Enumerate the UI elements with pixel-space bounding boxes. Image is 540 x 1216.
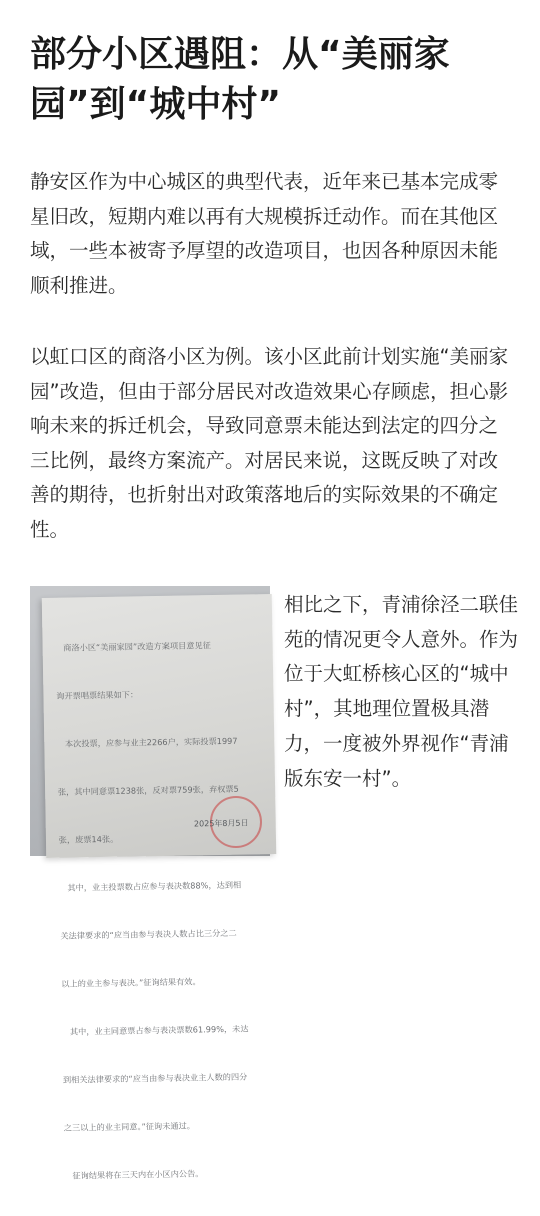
notice-text: [55, 604, 276, 1216]
notice-line: 征询结果将在三天内在小区内公告。: [64, 1168, 204, 1181]
paragraph-2: 以虹口区的商洛小区为例。该小区此前计划实施“美丽家园”改造，但由于部分居民对改造效果心存顾虑，担心影响未来的拆迁机会，导致同意票未能达到法定的四分之三比例，最终方案流产。对居民来说，这既反映了对改善的期待，也折射出对政策落地后的实际效果的不确定性。: [30, 345, 509, 541]
vote-notice-photo: [30, 586, 270, 1181]
article-title: 部分小区遇阻：从“美丽家园”到“城中村”: [30, 34, 450, 125]
notice-line: 以上的业主参与表决。”征询结果有效。: [61, 976, 201, 989]
notice-line: 其中，业主同意票占参与表决票数61.99%，未达: [62, 1023, 249, 1037]
notice-line: 到相关法律要求的“应当由参与表决业主人数的四分: [62, 1071, 248, 1085]
notice-line: 本次投票，应参与业主2266户，实际投票1997: [56, 735, 238, 749]
notice-line: 其中，业主投票数占应参与表决数88%，达到相: [59, 879, 242, 893]
paragraph-1: 静安区作为中心城区的典型代表，近年来已基本完成零星旧改，短期内难以再有大规模拆迁动作。而在其他区域，一些本被寄予厚望的改造项目，也因各种原因未能顺利推进。: [30, 170, 499, 297]
paragraph-3: 相比之下，青浦徐泾二联佳苑的情况更令人意外。作为位于大虹桥核心区的“城中村”，其地理位置极具潜力，一度被外界视作“青浦版东安一村”。: [284, 593, 519, 790]
notice-date: 2025年8月5日: [193, 818, 249, 829]
notice-line: 询开票唱票结果如下：: [56, 689, 139, 701]
notice-line: 张，其中同意票1238张，反对票759张，弃权票5: [57, 783, 239, 797]
notice-line: 商洛小区“美丽家园”改造方案项目意见征: [55, 640, 211, 653]
notice-line: 关法律要求的“应当由参与表决人数占比三分之二: [60, 927, 237, 941]
notice-line: 之三以上的业主同意。”征询未通过。: [63, 1120, 196, 1133]
notice-line: 张，废票14张。: [58, 833, 119, 845]
